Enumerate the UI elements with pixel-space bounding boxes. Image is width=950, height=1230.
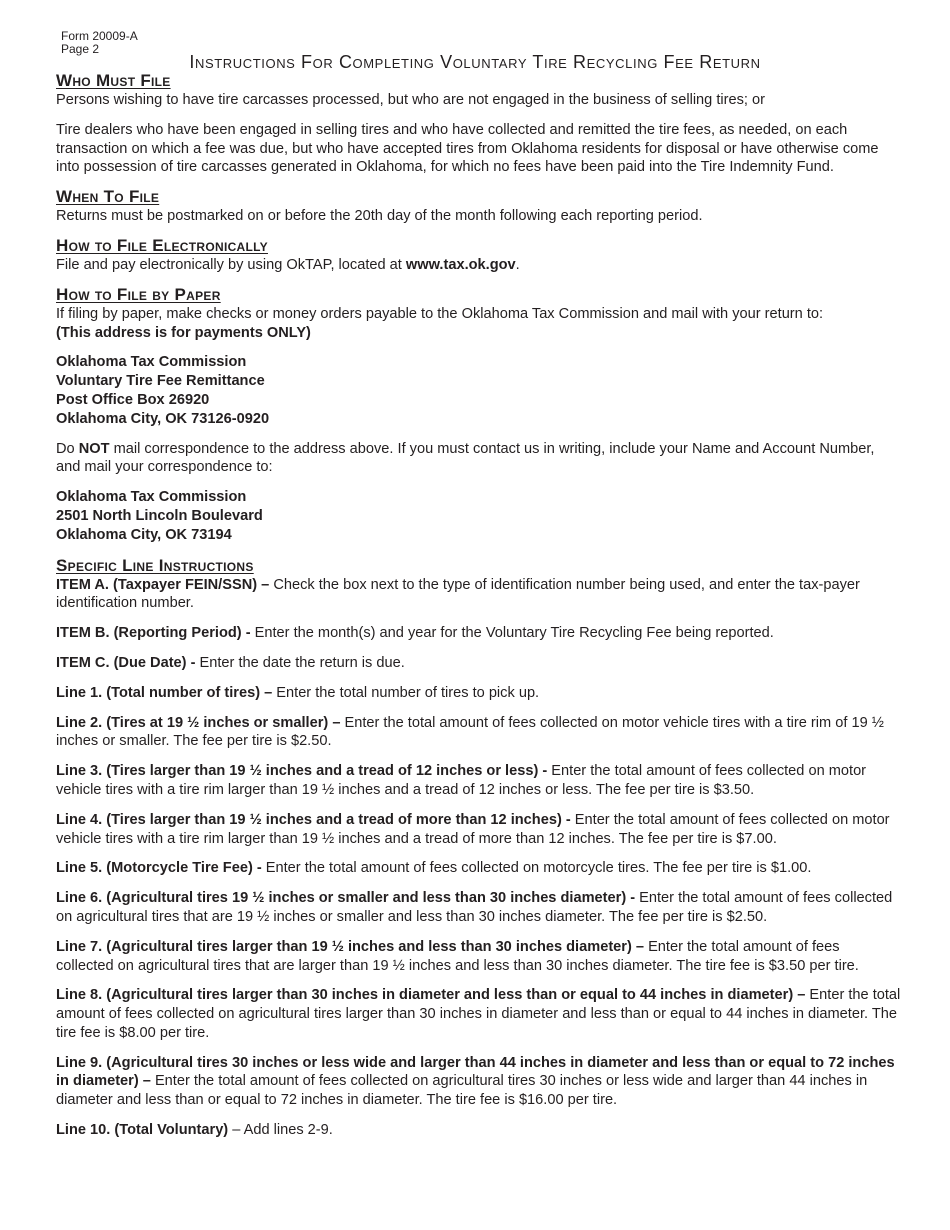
payment-address-line: Oklahoma City, OK 73126-0920 (56, 410, 270, 427)
file-electronically-intro: File and pay electronically by using OkTAP, located at (56, 256, 406, 273)
who-must-file-heading: Who Must File (56, 71, 171, 90)
instructions-body (56, 71, 901, 1140)
file-electronically-end: . (515, 256, 520, 273)
who-must-file-paragraph-1: Persons wishing to have tire carcasses processed, but who are not engaged in the business of selling tires; or (56, 92, 766, 108)
file-electronically-heading: How to File Electronically (56, 235, 268, 255)
payment-address (56, 353, 901, 428)
payment-address-line: Voluntary Tire Fee Remittance (56, 373, 265, 390)
item-c-instruction: ITEM C. (Due Date) - Enter the date the return is due. (56, 654, 405, 671)
file-by-paper-heading: How to File by Paper (56, 284, 221, 304)
correspondence-address-line: Oklahoma Tax Commission (56, 489, 247, 506)
line-9-instruction: Line 9. (Agricultural tires 30 inches or less wide and larger than 44 inches in diameter and less than or equal to 72 inches in diameter) – Enter the total amount of fees collected on agricultural tires 30 inches or less wide and larger than 44 inches in diameter and less than or equal to 72 inches in diameter. The tire fee is $16.00 per tire. (56, 1054, 895, 1109)
tax-website-link[interactable]: www.tax.ok.gov (405, 256, 516, 273)
when-to-file-text: Returns must be postmarked on or before the 20th day of the month following each reporting period. (56, 208, 703, 225)
line-3-instruction: Line 3. (Tires larger than 19 ½ inches and a tread of 12 inches or less) - Enter the total amount of fees collected on motor vehicle tires with a tire rim larger than 19 ½ inches and a tread of 12 inches or less. The fee per tire is $3.50. (56, 763, 867, 798)
line-1-instruction: Line 1. (Total number of tires) – Enter the total number of tires to pick up. (56, 684, 540, 701)
line-10-instruction: Line 10. (Total Voluntary) – Add lines 2-9. (56, 1122, 333, 1139)
line-8-instruction: Line 8. (Agricultural tires larger than 30 inches in diameter and less than or equal to 44 inches in diameter) – Enter the total amount of fees collected on agricultural tires larger than 30 inches in diameter and less than or equal to 44 inches in diameter. The tire fee is $8.00 per tire. (56, 987, 901, 1041)
payment-address-line: Post Office Box 26920 (56, 391, 210, 408)
correspondence-address-line: 2501 North Lincoln Boulevard (56, 507, 263, 524)
correspondence-address (56, 488, 901, 544)
line-6-instruction: Line 6. (Agricultural tires 19 ½ inches or smaller and less than 30 inches diameter) - Enter the total amount of fees collected on agricultural tires that are 19 ½ inches or smaller and less than 30 inches diameter. The fee per tire is $2.50. (56, 890, 893, 925)
form-number: Form 20009-A (61, 29, 138, 43)
specific-line-instructions-heading: Specific Line Instructions (56, 555, 254, 575)
correspondence-instructions: Do NOT mail correspondence to the address above. If you must contact us in writing, include your Name and Account Number, and mail your correspondence to: (56, 440, 875, 476)
who-must-file-paragraph-2: Tire dealers who have been engaged in selling tires and who have collected and remitted the tire fees, as needed, on each transaction on which a fee was due, but who have accepted tires from Oklahoma residents for disposal or have otherwise come into possession of tire carcasses generated in Oklahoma, for which no fees have been paid into the Tire Indemnity Fund. (56, 121, 879, 176)
file-electronically-text (56, 256, 901, 275)
file-by-paper-text: If filing by paper, make checks or money orders payable to the Oklahoma Tax Commission and mail with your return to: (56, 305, 824, 322)
correspondence-address-line: Oklahoma City, OK 73194 (56, 526, 232, 543)
line-4-instruction: Line 4. (Tires larger than 19 ½ inches and a tread of more than 12 inches) - Enter the total amount of fees collected on motor vehicle tires with a tire rim larger than 19 ½ inches and a tread of more than 12 inches. The fee per tire is $7.00. (56, 811, 890, 847)
line-7-instruction: Line 7. (Agricultural tires larger than 19 ½ inches and less than 30 inches diameter) – Enter the total amount of fees collected on agricultural tires that are larger than 19 ½ inches and less than 30 inches diameter. The tire fee is $3.50 per tire. (56, 938, 859, 974)
when-to-file-heading: When To File (56, 187, 160, 207)
payments-only-note: (This address is for payments ONLY) (56, 324, 311, 341)
line-2-instruction: Line 2. (Tires at 19 ½ inches or smaller) – Enter the total amount of fees collected on motor vehicle tires with a tire rim of 19 ½ inches or smaller. The fee per tire is $2.50. (56, 714, 884, 750)
item-a-instruction: ITEM A. (Taxpayer FEIN/SSN) – Check the box next to the type of identification number being used, and enter the tax-payer identification number. (56, 576, 860, 612)
page-title: Instructions For Completing Voluntary Tire Recycling Fee Return (189, 52, 761, 72)
not-emphasis: NOT (78, 440, 110, 457)
page-number: Page 2 (61, 42, 100, 56)
payment-address-line: Oklahoma Tax Commission (56, 354, 247, 371)
line-5-instruction: Line 5. (Motorcycle Tire Fee) - Enter the total amount of fees collected on motorcycle tires. The fee per tire is $1.00. (56, 860, 812, 877)
item-b-instruction: ITEM B. (Reporting Period) - Enter the month(s) and year for the Voluntary Tire Recycling Fee being reported. (56, 625, 774, 642)
